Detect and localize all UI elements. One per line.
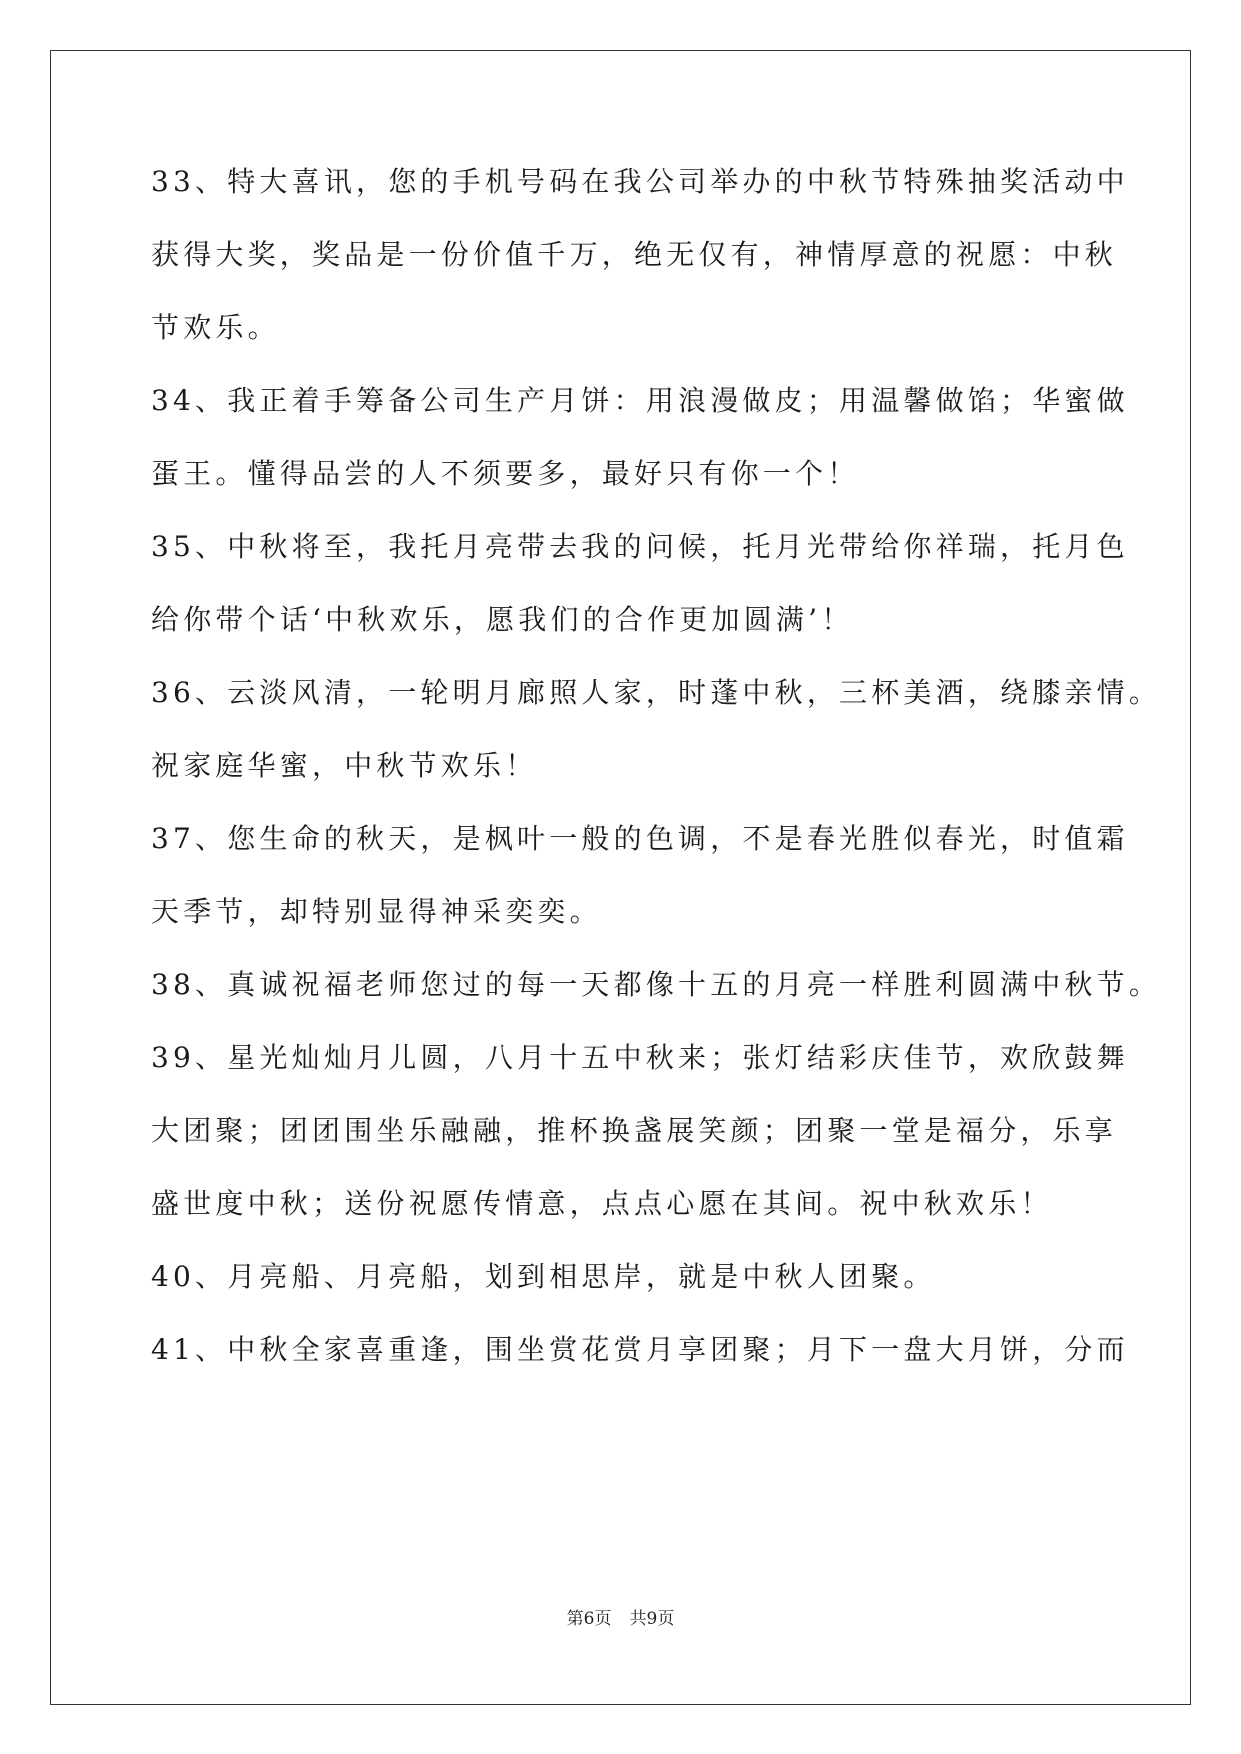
text-line: 节欢乐。 (151, 311, 280, 344)
text-line: 天季节，却特别显得神采奕奕。 (151, 895, 602, 928)
page-footer (0, 1607, 1241, 1631)
text-line: 35、中秋将至，我托月亮带去我的问候，托月光带给你祥瑞，托月色 (151, 530, 1129, 563)
page-number-total: 共9页 (629, 1609, 675, 1629)
text-line: 33、特大喜讯，您的手机号码在我公司举办的中秋节特殊抽奖活动中 (151, 165, 1129, 198)
text-line: 36、云淡风清，一轮明月廊照人家，时蓬中秋，三杯美酒，绕膝亲情。 (151, 676, 1162, 709)
text-line: 39、星光灿灿月儿圆，八月十五中秋来；张灯结彩庆佳节，欢欣鼓舞 (151, 1041, 1129, 1074)
text-line: 38、真诚祝福老师您过的每一天都像十五的月亮一样胜利圆满中秋节。 (151, 968, 1162, 1001)
text-line: 34、我正着手筹备公司生产月饼：用浪漫做皮；用温馨做馅；华蜜做 (151, 384, 1129, 417)
text-line: 蛋王。懂得品尝的人不须要多，最好只有你一个！ (151, 457, 860, 490)
text-line: 大团聚；团团围坐乐融融，推杯换盏展笑颜；团聚一堂是福分，乐享 (151, 1114, 1118, 1147)
text-line: 给你带个话‘中秋欢乐，愿我们的合作更加圆满’！ (151, 603, 854, 636)
text-line: 41、中秋全家喜重逢，围坐赏花赏月享团聚；月下一盘大月饼，分而 (151, 1333, 1129, 1366)
text-line: 40、月亮船、月亮船，划到相思岸，就是中秋人团聚。 (151, 1260, 936, 1293)
text-line: 祝家庭华蜜，中秋节欢乐！ (151, 749, 538, 782)
text-line: 获得大奖，奖品是一份价值千万，绝无仅有，神情厚意的祝愿：中秋 (151, 238, 1118, 271)
page-border (50, 50, 1191, 1705)
text-line: 盛世度中秋；送份祝愿传情意，点点心愿在其间。祝中秋欢乐！ (151, 1187, 1053, 1220)
page-number-current: 第6页 (566, 1609, 612, 1629)
text-line: 37、您生命的秋天，是枫叶一般的色调，不是春光胜似春光，时值霜 (151, 822, 1129, 855)
